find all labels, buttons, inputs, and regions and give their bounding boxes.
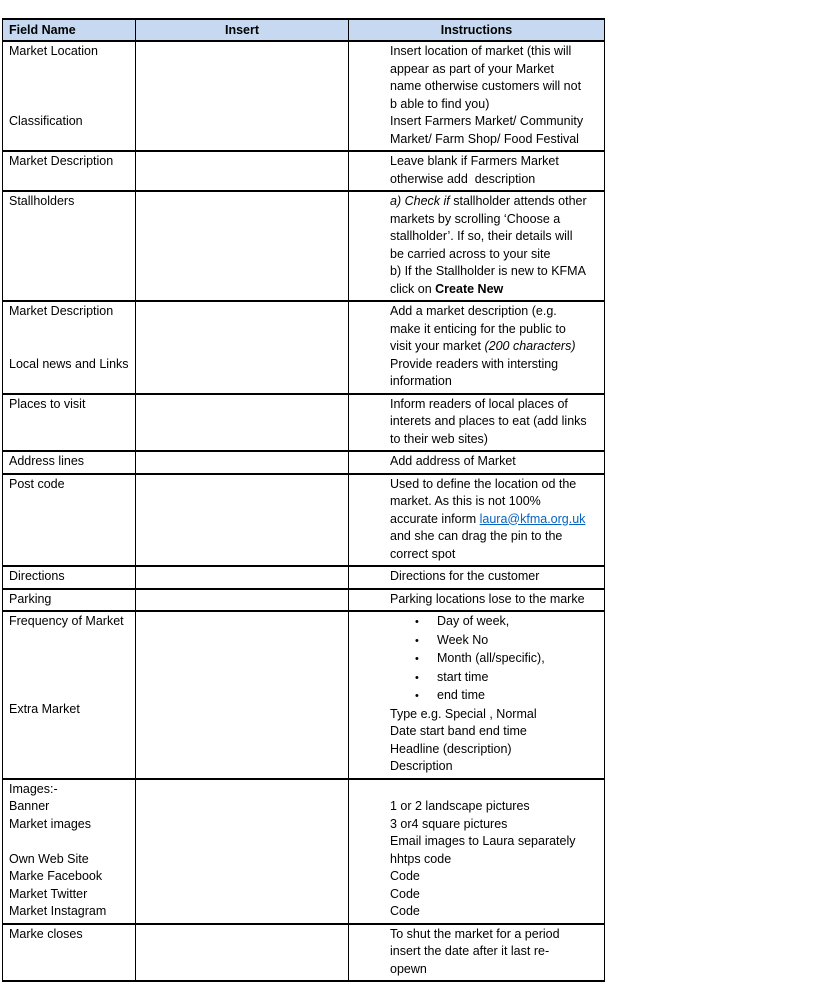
field-label: Places to visit xyxy=(9,396,86,411)
field-instructions-table xyxy=(2,18,605,982)
text-run: Provide readers with intersting xyxy=(390,356,559,371)
text-run: Add a market description (e.g. xyxy=(390,304,557,318)
instruction-line xyxy=(349,211,604,229)
text-run: Month (all/specific), xyxy=(437,651,545,665)
text-run: market. As this is not 100% xyxy=(390,494,541,508)
text-run: Insert location of market (this will xyxy=(390,44,572,58)
field-cell xyxy=(3,924,136,982)
text-run: b) If the Stallholder is new to KFMA xyxy=(390,264,586,278)
instructions-cell xyxy=(349,451,605,474)
bullet-line xyxy=(349,650,604,669)
text-run: Parking locations lose to the marke xyxy=(390,591,585,606)
text-run: interets and places to eat (add links xyxy=(390,414,587,428)
text-run: Day of week, xyxy=(437,614,510,628)
bullet-line xyxy=(349,669,604,688)
instruction-line xyxy=(349,96,604,114)
text-run: stallholder attends other xyxy=(449,194,587,208)
instruction-line xyxy=(349,706,604,724)
instruction-line xyxy=(349,943,604,961)
text-run: opewn xyxy=(390,961,427,976)
instructions-cell xyxy=(349,589,605,612)
text-run: markets by scrolling ‘Choose a xyxy=(390,211,561,226)
instruction-line xyxy=(349,131,604,149)
text-run: 3 or4 square pictures xyxy=(390,816,508,831)
instruction-line xyxy=(349,338,604,356)
field-label: Stallholders xyxy=(9,194,75,208)
field-label: Own Web Site xyxy=(9,851,89,866)
field-label: Frequency of Market xyxy=(9,614,124,628)
instruction-line xyxy=(349,413,604,431)
text-run: end time xyxy=(437,688,485,702)
instruction-line xyxy=(349,453,604,471)
blank-line xyxy=(3,683,135,701)
insert-cell xyxy=(136,41,349,151)
insert-cell xyxy=(136,394,349,452)
field-label: Market Twitter xyxy=(9,886,88,901)
instruction-line xyxy=(349,511,604,529)
blank-line xyxy=(3,338,135,356)
bullet-line xyxy=(349,613,604,632)
bullet-line xyxy=(349,687,604,706)
table-row xyxy=(3,151,605,191)
table-row xyxy=(3,41,605,151)
blank-line xyxy=(3,833,135,851)
field-label: Classification xyxy=(9,114,83,128)
instructions-cell xyxy=(349,41,605,151)
blank-line xyxy=(3,78,135,96)
field-cell xyxy=(3,41,136,151)
table-row xyxy=(3,301,605,394)
instruction-line xyxy=(349,781,604,799)
instruction-line xyxy=(349,961,604,979)
instruction-line xyxy=(349,758,604,776)
text-run: Date start band end time xyxy=(390,724,527,738)
instruction-line xyxy=(349,396,604,414)
field-cell xyxy=(3,474,136,567)
text-run: information xyxy=(390,374,452,388)
text-run: visit your market xyxy=(390,339,485,353)
text-run: b able to find you) xyxy=(390,96,490,111)
text-run: and she can drag the pin to the xyxy=(390,529,563,543)
instruction-line xyxy=(349,113,604,131)
text-run: Add address of Market xyxy=(390,454,516,468)
instructions-cell xyxy=(349,301,605,394)
table-row xyxy=(3,779,605,924)
insert-cell xyxy=(136,611,349,779)
blank-line xyxy=(3,631,135,649)
text-run: otherwise add description xyxy=(390,171,536,186)
text-run: correct spot xyxy=(390,546,456,561)
blank-line xyxy=(3,321,135,339)
text-run: hhtps code xyxy=(390,851,452,866)
instruction-line xyxy=(349,78,604,96)
text-run: accurate inform xyxy=(390,511,480,526)
insert-cell xyxy=(136,779,349,924)
field-cell xyxy=(3,611,136,779)
instruction-line xyxy=(349,263,604,281)
text-run: start time xyxy=(437,669,489,684)
instructions-cell xyxy=(349,924,605,982)
text-run: To shut the market for a period xyxy=(390,926,560,941)
table-row xyxy=(3,589,605,612)
table-header xyxy=(3,19,605,41)
text-run: make it enticing for the public to xyxy=(390,321,566,336)
instruction-line xyxy=(349,591,604,609)
instruction-line xyxy=(349,171,604,189)
italic-text: (200 characters) xyxy=(484,339,576,353)
instruction-line xyxy=(349,476,604,494)
instruction-line xyxy=(349,431,604,449)
field-label: Local news and Links xyxy=(9,356,129,371)
insert-cell xyxy=(136,191,349,301)
text-run: Email images to Laura separately xyxy=(390,834,576,848)
instruction-line xyxy=(349,373,604,391)
text-run: Market/ Farm Shop/ Food Festival xyxy=(390,131,579,146)
text-run: appear as part of your Market xyxy=(390,61,554,76)
field-label: Banner xyxy=(9,799,50,813)
field-label: Market Description xyxy=(9,304,114,318)
instruction-line xyxy=(349,546,604,564)
table-row xyxy=(3,611,605,779)
instructions-cell xyxy=(349,566,605,589)
bullet-icon: • xyxy=(415,653,419,665)
bullet-icon: • xyxy=(415,671,419,684)
table-row xyxy=(3,451,605,474)
insert-cell xyxy=(136,924,349,982)
email-link[interactable]: laura@kfma.org.uk xyxy=(479,511,586,526)
field-label: Market Instagram xyxy=(9,904,107,918)
field-label: Address lines xyxy=(9,454,85,468)
instruction-line xyxy=(349,61,604,79)
instruction-line xyxy=(349,798,604,816)
instruction-line xyxy=(349,833,604,851)
text-run: Leave blank if Farmers Market xyxy=(390,154,559,168)
field-label: Marke closes xyxy=(9,926,83,941)
instruction-line xyxy=(349,193,604,211)
field-label: Extra Market xyxy=(9,701,80,716)
insert-cell xyxy=(136,151,349,191)
text-run: to their web sites) xyxy=(390,431,488,446)
document-page xyxy=(0,18,826,976)
text-run: be carried across to your site xyxy=(390,246,551,261)
bullet-icon: • xyxy=(415,634,419,647)
text-run: Insert Farmers Market/ Community xyxy=(390,114,584,128)
bold-text: Create New xyxy=(435,281,504,296)
field-cell xyxy=(3,191,136,301)
bullet-icon: • xyxy=(415,616,419,628)
text-run: Code xyxy=(390,904,420,918)
instruction-line xyxy=(349,356,604,374)
field-label: Marke Facebook xyxy=(9,869,103,883)
instruction-line xyxy=(349,926,604,944)
insert-cell xyxy=(136,589,349,612)
field-cell xyxy=(3,566,136,589)
instruction-line xyxy=(349,493,604,511)
text-run: Headline (description) xyxy=(390,741,512,756)
field-cell xyxy=(3,394,136,452)
text-run: name otherwise customers will not xyxy=(390,79,582,93)
text-run: Directions for the customer xyxy=(390,569,540,583)
text-run: Code xyxy=(390,886,420,901)
instruction-line xyxy=(349,321,604,339)
header-row xyxy=(3,19,605,41)
insert-cell xyxy=(136,451,349,474)
instruction-line xyxy=(349,851,604,869)
text-run: click on xyxy=(390,281,436,296)
instruction-line xyxy=(349,741,604,759)
insert-cell xyxy=(136,566,349,589)
blank-line xyxy=(3,61,135,79)
field-label: Images:- xyxy=(9,781,58,796)
field-label: Market Description xyxy=(9,154,114,168)
instructions-cell xyxy=(349,151,605,191)
text-run: Week No xyxy=(437,632,489,647)
instruction-line xyxy=(349,281,604,299)
text-run: Inform readers of local places of xyxy=(390,396,568,411)
field-label: Market Location xyxy=(9,44,98,58)
instructions-cell xyxy=(349,779,605,924)
text-run: Used to define the location od the xyxy=(390,476,577,491)
instructions-cell xyxy=(349,611,605,779)
blank-line xyxy=(3,96,135,114)
table-row xyxy=(3,394,605,452)
instruction-line xyxy=(349,886,604,904)
table-row xyxy=(3,474,605,567)
insert-cell xyxy=(136,301,349,394)
instruction-line xyxy=(349,43,604,61)
field-cell xyxy=(3,589,136,612)
instructions-cell xyxy=(349,394,605,452)
italic-text: a) Check if xyxy=(390,194,450,208)
field-cell xyxy=(3,779,136,924)
instruction-line xyxy=(349,528,604,546)
column-header-instructions: Instructions xyxy=(349,19,605,41)
field-cell xyxy=(3,451,136,474)
field-cell xyxy=(3,301,136,394)
field-label: Directions xyxy=(9,569,65,583)
instructions-cell xyxy=(349,191,605,301)
blank-line xyxy=(3,648,135,666)
instruction-line xyxy=(349,816,604,834)
blank-line xyxy=(3,666,135,684)
text-run: 1 or 2 landscape pictures xyxy=(390,799,530,813)
instruction-line xyxy=(349,153,604,171)
field-label: Market images xyxy=(9,816,91,831)
text-run: stallholder’. If so, their details will xyxy=(390,229,573,243)
text-run: Description xyxy=(390,759,453,773)
field-cell xyxy=(3,151,136,191)
bullet-icon: • xyxy=(415,690,419,702)
field-label: Parking xyxy=(9,591,52,606)
table-row xyxy=(3,566,605,589)
column-header-insert: Insert xyxy=(136,19,349,41)
insert-cell xyxy=(136,474,349,567)
text-run: Code xyxy=(390,869,420,883)
field-label: Post code xyxy=(9,476,65,491)
instruction-line xyxy=(349,903,604,921)
text-run: Type e.g. Special , Normal xyxy=(390,706,537,721)
table-row xyxy=(3,924,605,982)
bullet-line xyxy=(349,632,604,651)
instruction-line xyxy=(349,303,604,321)
instructions-cell xyxy=(349,474,605,567)
table-body xyxy=(3,41,605,981)
table-row xyxy=(3,191,605,301)
instruction-line xyxy=(349,246,604,264)
instruction-line xyxy=(349,228,604,246)
instruction-line xyxy=(349,723,604,741)
instruction-line xyxy=(349,868,604,886)
column-header-field-name: Field Name xyxy=(3,19,136,41)
text-run: insert the date after it last re- xyxy=(390,944,550,958)
instruction-line xyxy=(349,568,604,586)
